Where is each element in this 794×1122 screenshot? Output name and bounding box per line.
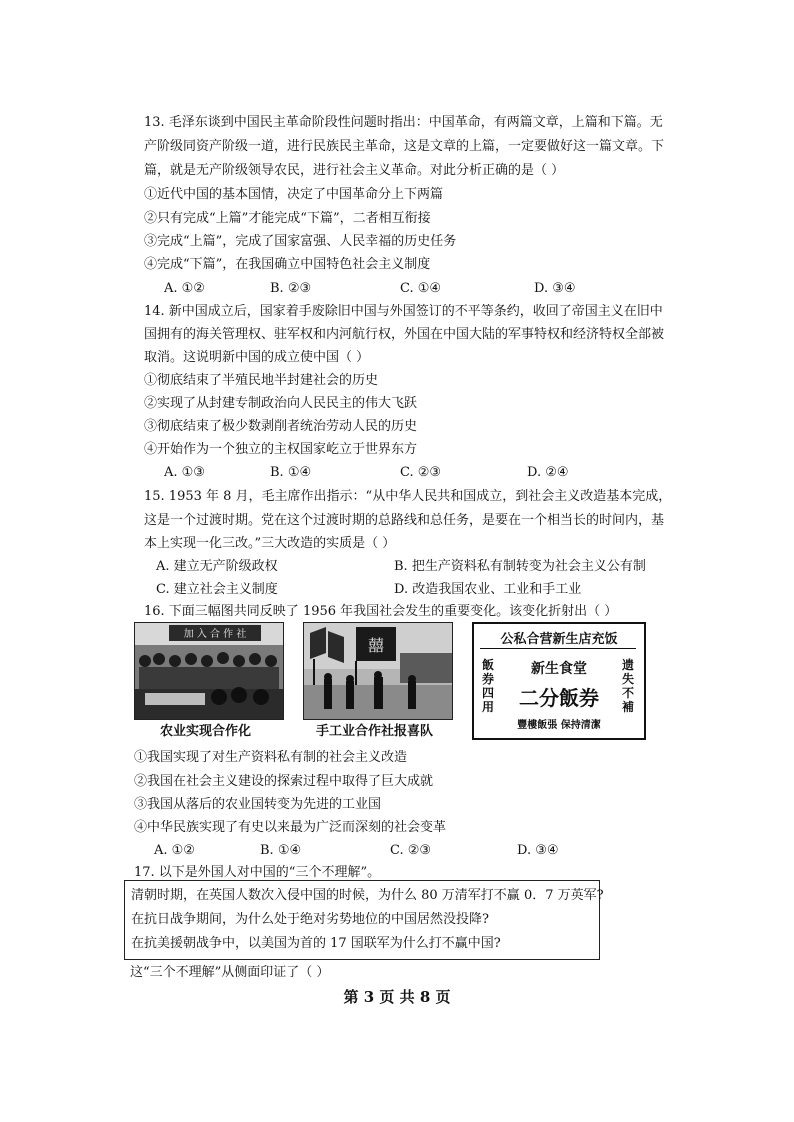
- q16-statement-3: ③我国从落后的农业国转变为先进的工业国: [134, 797, 382, 812]
- q16-option-b[interactable]: B. ①④: [260, 843, 302, 858]
- q15-option-c[interactable]: C. 建立社会主义制度: [156, 582, 278, 597]
- q17-box-line3: 在抗美援朝战争中，以美国为首的 17 国联军为什么打不赢中国?: [131, 936, 501, 951]
- q16-statement-4: ④中华民族实现了有史以来最为广泛而深刻的社会变革: [134, 820, 447, 835]
- q13-statement-2: ②只有完成“上篇”才能完成“下篇”，二者相互衔接: [144, 211, 431, 226]
- svg-text:囍: 囍: [367, 636, 385, 655]
- q14-statement-3: ③彻底结束了极少数剥削者统治劳动人民的历史: [144, 419, 418, 434]
- q13-line3: 篇，就是无产阶级领导农民，进行社会主义革命。对此分析正确的是（ ）: [144, 163, 565, 178]
- q13-statement-1: ①近代中国的基本国情，决定了中国革命分上下两篇: [144, 187, 444, 202]
- q17-box-line2: 在抗日战争期间，为什么处于绝对劣势地位的中国居然没投降?: [131, 912, 489, 927]
- q13-option-d[interactable]: D. ③④: [534, 281, 576, 296]
- q17-box-line1: 清朝时期，在英国人数次入侵中国的时候，为什么 80 万清军打不赢 0．7 万英军?: [131, 888, 604, 903]
- q14-line3: 取消。这说明新中国的成立使中国（ ）: [144, 350, 370, 365]
- q14-line2: 国拥有的海关管理权、驻军权和内河航行权，外国在中国大陆的军事特权和经济特权全部被: [144, 327, 665, 342]
- q14-option-b[interactable]: B. ①④: [270, 465, 312, 480]
- q13-statement-4: ④完成“下篇”，在我国确立中国特色社会主义制度: [144, 257, 431, 272]
- q16-statement-1: ①我国实现了对生产资料私有制的社会主义改造: [134, 750, 408, 765]
- q16-option-a[interactable]: A. ①②: [154, 843, 195, 858]
- q15-line2: 这是一个过渡时期。党在这个过渡时期的总路线和总任务，是要在一个相当长的时间内，基: [144, 513, 665, 528]
- q13-statement-3: ③完成“上篇”，完成了国家富强、人民幸福的历史任务: [144, 234, 457, 249]
- ticket-center-line2: 二分飯券: [519, 686, 599, 710]
- q14-option-d[interactable]: D. ②④: [527, 465, 569, 480]
- svg-text:加 入 合 作 社: 加 入 合 作 社: [183, 629, 247, 640]
- q17-quote-box: [124, 880, 604, 960]
- q13-option-a[interactable]: A. ①②: [164, 281, 205, 296]
- q16-option-d[interactable]: D. ③④: [517, 843, 559, 858]
- q14-statement-4: ④开始作为一个独立的主权国家屹立于世界东方: [144, 442, 418, 457]
- q17-line1: 17. 以下是外国人对中国的“三个不理解”。: [134, 865, 381, 880]
- ticket-center-line1: 新生食堂: [531, 661, 587, 677]
- handicraft-cooperative-photo: [303, 622, 453, 720]
- ticket-left-text: 飯券四用: [482, 658, 495, 714]
- q17-line-after: 这“三个不理解”从侧面印证了（ ）: [130, 965, 330, 980]
- q13-line2: 产阶级同资产阶级一道，进行民族民主革命，这是文章的上篇，一定要做好这一篇文章。下: [144, 139, 665, 154]
- q14-statement-1: ①彻底结束了半殖民地半封建社会的历史: [144, 373, 379, 388]
- agriculture-cooperation-photo: [134, 622, 284, 720]
- q13-line1: 13. 毛泽东谈到中国民主革命阶段性问题时指出：中国革命，有两篇文章，上篇和下篇。无: [144, 115, 663, 130]
- q14-statement-2: ②实现了从封建专制政治向人民民主的伟大飞跃: [144, 396, 418, 411]
- ticket-bottom-text: 豐樓飯張 保持清潔: [517, 720, 601, 731]
- photo1-caption: 农业实现合作化: [160, 724, 252, 739]
- q13-option-c[interactable]: C. ①④: [400, 281, 442, 296]
- q15-option-a[interactable]: A. 建立无产阶级政权: [156, 559, 278, 574]
- q13-option-b[interactable]: B. ②③: [270, 281, 312, 296]
- ticket-header: 公私合营新生店充饭: [500, 632, 618, 647]
- q15-line3: 本上实现一化三改。”三大改造的实质是（ ）: [144, 536, 396, 551]
- q14-option-c[interactable]: C. ②③: [400, 465, 442, 480]
- q15-line1: 15. 1953 年 8 月，毛主席作出指示：“从中华人民共和国成立，到社会主义改造基本完成，: [144, 489, 672, 504]
- ticket-right-text: 遗失不補: [622, 658, 635, 714]
- photo2-caption: 手工业合作社报喜队: [316, 724, 434, 739]
- crowd-photo-graphic: [135, 623, 283, 719]
- q15-option-d[interactable]: D. 改造我国农业、工业和手工业: [394, 582, 582, 597]
- page-footer: 第 3 页 共 8 页: [343, 988, 451, 1006]
- q16-line1: 16. 下面三幅图共同反映了 1956 年我国社会发生的重要变化。该变化折射出（ ）: [144, 604, 618, 619]
- ticket-divider: [480, 648, 636, 649]
- q14-option-a[interactable]: A. ①③: [164, 465, 205, 480]
- q15-option-b[interactable]: B. 把生产资料私有制转变为社会主义公有制: [394, 559, 646, 574]
- q16-option-c[interactable]: C. ②③: [390, 843, 432, 858]
- q16-statement-2: ②我国在社会主义建设的探索过程中取得了巨大成就: [134, 774, 434, 789]
- meal-ticket-image: [472, 622, 646, 740]
- parade-photo-graphic: [304, 623, 452, 719]
- q14-line1: 14. 新中国成立后，国家着手废除旧中国与外国签订的不平等条约，收回了帝国主义在旧中: [144, 304, 663, 319]
